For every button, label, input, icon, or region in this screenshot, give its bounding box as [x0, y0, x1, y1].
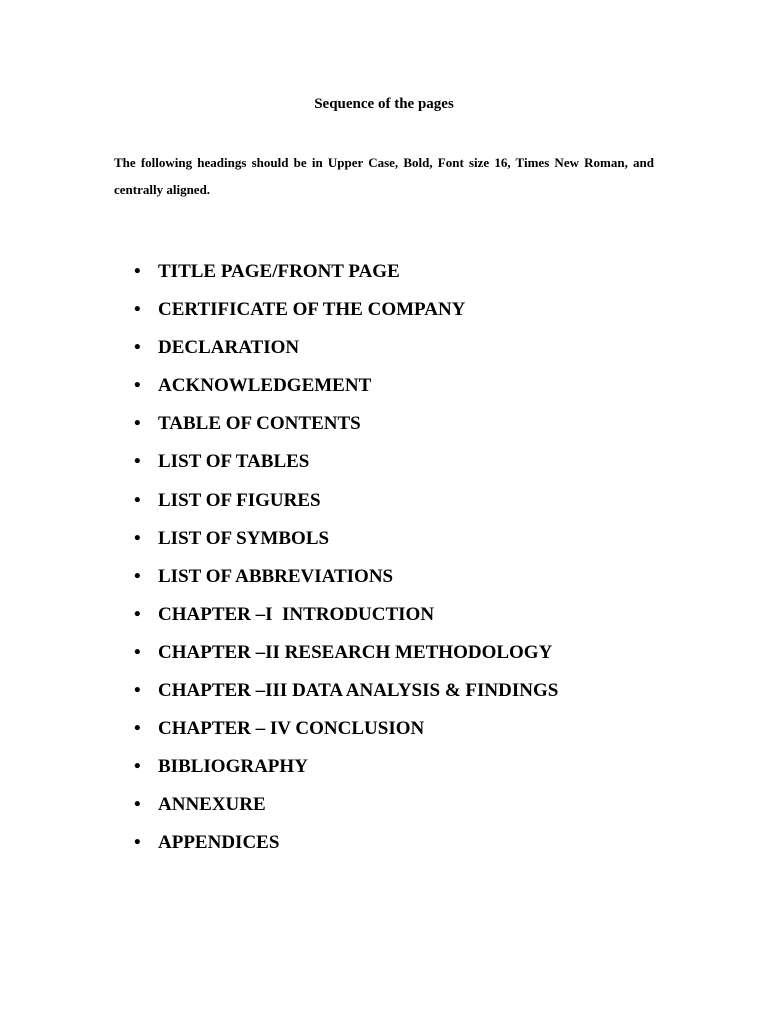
- heading-label: APPENDICES: [158, 832, 280, 854]
- list-item: [128, 786, 688, 824]
- bullet-icon: •: [134, 489, 141, 511]
- list-item: [128, 405, 688, 443]
- bullet-icon: •: [134, 299, 141, 321]
- heading-label: BIBLIOGRAPHY: [158, 756, 308, 778]
- list-item: [128, 443, 688, 481]
- bullet-icon: •: [134, 565, 141, 587]
- heading-label: CHAPTER –III DATA ANALYSIS & FINDINGS: [158, 680, 559, 702]
- heading-label: DECLARATION: [158, 337, 300, 359]
- bullet-icon: •: [134, 832, 141, 854]
- list-item: [128, 710, 688, 748]
- heading-list: [128, 253, 688, 863]
- list-item: [128, 482, 688, 520]
- bullet-icon: •: [134, 641, 141, 663]
- heading-label: ACKNOWLEDGEMENT: [158, 375, 372, 397]
- list-item: [128, 824, 688, 862]
- heading-label: LIST OF FIGURES: [158, 489, 321, 511]
- heading-label: LIST OF TABLES: [158, 451, 310, 473]
- list-item: [128, 672, 688, 710]
- list-item: [128, 291, 688, 329]
- bullet-icon: •: [134, 718, 141, 740]
- bullet-icon: •: [134, 527, 141, 549]
- heading-label: TITLE PAGE/FRONT PAGE: [158, 261, 400, 282]
- bullet-icon: •: [134, 337, 141, 359]
- heading-label: CERTIFICATE OF THE COMPANY: [158, 299, 466, 321]
- bullet-icon: •: [134, 794, 141, 816]
- heading-label: ANNEXURE: [158, 794, 266, 816]
- bullet-icon: •: [134, 680, 141, 702]
- heading-label: LIST OF ABBREVIATIONS: [158, 565, 394, 587]
- instructions-paragraph: The following headings should be in Upper Case, Bold, Font size 16, Times New Roman, and centrally aligned.: [114, 155, 654, 197]
- list-item: [128, 634, 688, 672]
- list-item: [128, 329, 688, 367]
- heading-label: CHAPTER –II RESEARCH METHODOLOGY: [158, 641, 553, 663]
- bullet-icon: •: [134, 603, 141, 625]
- list-item: [128, 367, 688, 405]
- heading-label: LIST OF SYMBOLS: [158, 527, 330, 549]
- list-item: [128, 558, 688, 596]
- bullet-icon: •: [134, 375, 141, 397]
- bullet-icon: •: [134, 413, 141, 435]
- list-item: [128, 748, 688, 786]
- page-title: Sequence of the pages: [314, 96, 454, 112]
- list-item: [128, 520, 688, 558]
- heading-label: TABLE OF CONTENTS: [158, 413, 361, 435]
- bullet-icon: •: [134, 451, 141, 473]
- bullet-icon: •: [134, 756, 141, 778]
- heading-label: CHAPTER –I INTRODUCTION: [158, 603, 435, 625]
- list-item: [128, 253, 688, 291]
- bullet-icon: •: [134, 261, 141, 282]
- heading-label: CHAPTER – IV CONCLUSION: [158, 718, 425, 740]
- list-item: [128, 596, 688, 634]
